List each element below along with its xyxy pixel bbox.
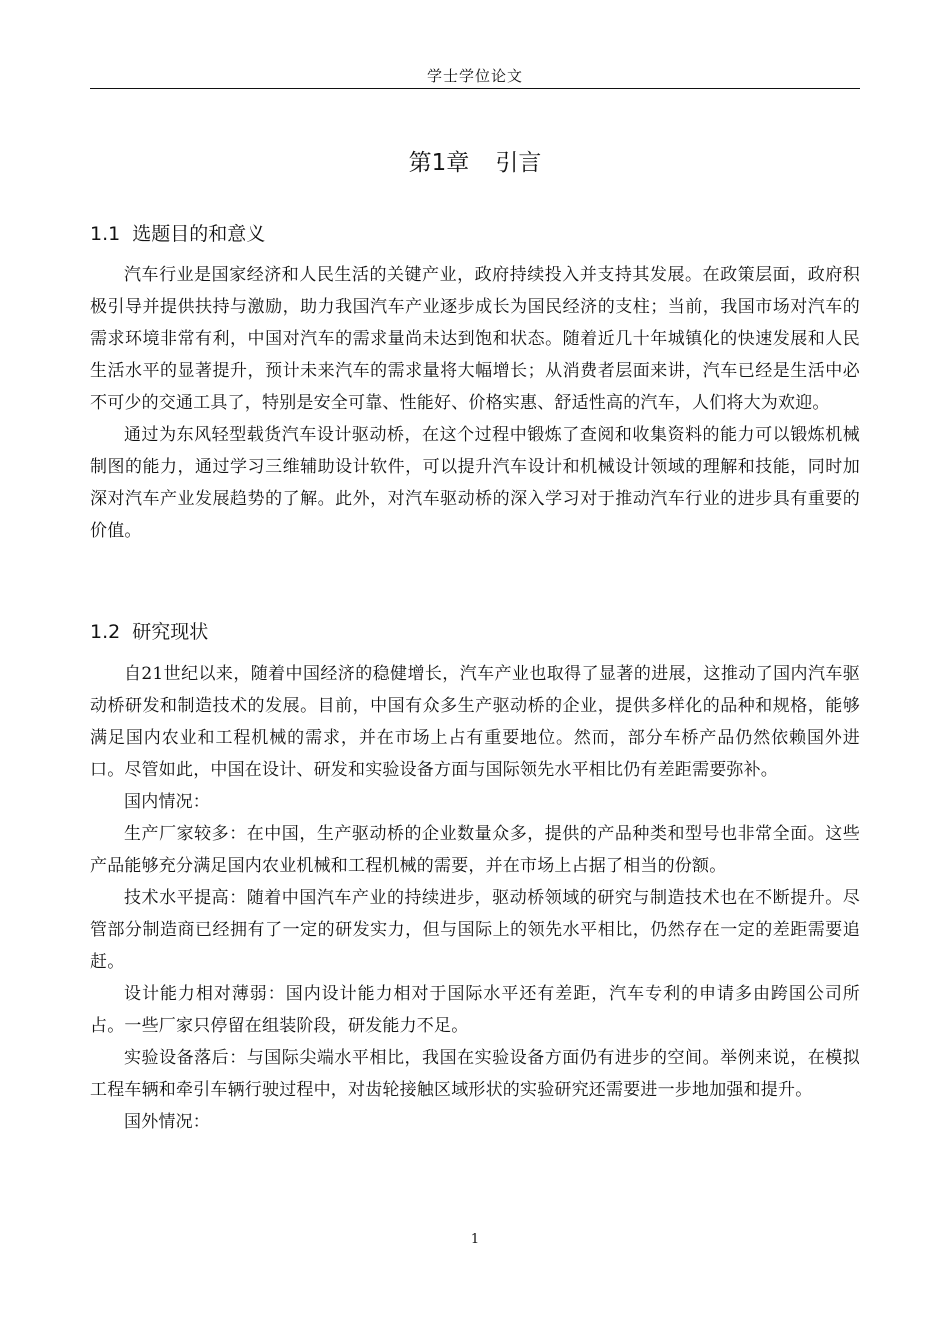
paragraph-foreign-label: 国外情况： [124,1112,210,1132]
chapter-heading-text: 引言 [495,150,542,176]
paragraph: 技术水平提高：随着中国汽车产业的持续进步，驱动桥领域的研究与制造技术也在不断提升。尽管部分制造商已经拥有了一定的研发实力，但与国际上的领先水平相比，仍然存在一定的差距需要追赶。 [90,888,860,972]
header-rule [90,88,860,89]
chapter-title [90,146,860,180]
section-heading-text: 研究现状 [132,621,209,643]
section-number: 1.1 [90,223,121,245]
paragraph: 实验设备落后：与国际尖端水平相比，我国在实验设备方面仍有进步的空间。举例来说，在模拟工程车辆和牵引车辆行驶过程中，对齿轮接触区域形状的实验研究还需要进一步地加强和提升。 [90,1048,860,1100]
paragraph: 设计能力相对薄弱：国内设计能力相对于国际水平还有差距，汽车专利的申请多由跨国公司所占。一些厂家只停留在组装阶段，研发能力不足。 [90,984,860,1036]
paragraph: 汽车行业是国家经济和人民生活的关键产业，政府持续投入并支持其发展。在政策层面，政府积极引导并提供扶持与激励，助力我国汽车产业逐步成长为国民经济的支柱；当前，我国市场对汽车的需求环境非常有利，中国对汽车的需求量尚未达到饱和状态。随着近几十年城镇化的快速发展和人民生活水平的显著提升，预计未来汽车的需求量将大幅增长；从消费者层面来讲，汽车已经是生活中必不可少的交通工具了，特别是安全可靠、性能好、价格实惠、舒适性高的汽车，人们将大为欢迎。 [90,265,860,413]
section-number: 1.2 [90,621,121,643]
chapter-number: 第1章 [408,150,470,176]
section-1-2-body [90,658,860,1138]
paragraph: 自21世纪以来，随着中国经济的稳健增长，汽车产业也取得了显著的进展，这推动了国内汽车驱动桥研发和制造技术的发展。目前，中国有众多生产驱动桥的企业，提供多样化的品种和规格，能够满足国内农业和工程机械的需求，并在市场上占有重要地位。然而，部分车桥产品仍然依赖国外进口。尽管如此，中国在设计、研发和实验设备方面与国际领先水平相比仍有差距需要弥补。 [90,664,860,780]
section-heading-1-2 [90,617,860,647]
section-1-1-body [90,259,860,547]
section-heading-text: 选题目的和意义 [132,223,266,245]
running-header: 学士学位论文 [426,67,523,85]
paragraph-domestic-label: 国内情况： [124,792,210,812]
section-heading-1-1 [90,219,860,249]
paragraph: 生产厂家较多：在中国，生产驱动桥的企业数量众多，提供的产品种类和型号也非常全面。这些产品能够充分满足国内农业机械和工程机械的需要，并在市场上占据了相当的份额。 [90,824,860,876]
page-number: 1 [470,1232,480,1247]
paragraph: 通过为东风轻型载货汽车设计驱动桥，在这个过程中锻炼了查阅和收集资料的能力可以锻炼机械制图的能力，通过学习三维辅助设计软件，可以提升汽车设计和机械设计领域的理解和技能，同时加深对汽车产业发展趋势的了解。此外，对汽车驱动桥的深入学习对于推动汽车行业的进步具有重要的价值。 [90,425,860,541]
